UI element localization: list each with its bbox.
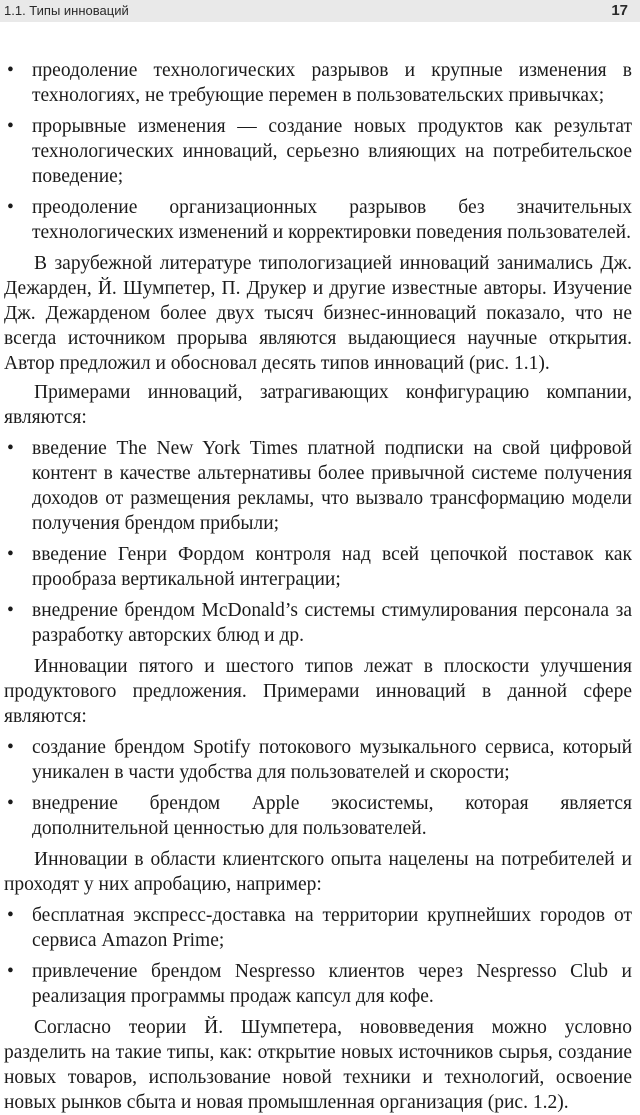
bullet-icon: •: [7, 737, 14, 758]
list-item: [4, 195, 632, 245]
bullet-icon: •: [7, 438, 14, 459]
page-body: [4, 58, 632, 1115]
bullet-icon: •: [7, 793, 14, 814]
innovation-types-list: [4, 58, 632, 245]
bullet-icon: •: [7, 961, 14, 982]
list-item-text: внедрение брендом McDonald’s системы стимулирования персонала за разработку авторских блюд и др.: [32, 600, 632, 646]
bullet-icon: •: [7, 60, 14, 81]
list-item-text: прорывные изменения — создание новых продуктов как результат технологических инноваций, серьезно влияющих на потребительское поведение;: [32, 116, 632, 187]
bullet-icon: •: [7, 600, 14, 621]
page-number: 17: [611, 2, 628, 19]
bullet-icon: •: [7, 905, 14, 926]
paragraph-customer-experience: Инновации в области клиентского опыта нацелены на потребителей и проходят у них апробацию, например:: [4, 849, 632, 895]
list-item-text: введение The New York Times платной подписки на свой цифровой контент в качестве альтернативы более привычной системе получения доходов от размещения рекламы, что вызвало трансформацию модели получения брендом прибыли;: [32, 438, 632, 534]
list-item: [4, 542, 632, 592]
list-item: [4, 903, 632, 953]
running-header: [0, 0, 640, 22]
list-item: [4, 791, 632, 841]
list-item: [4, 959, 632, 1009]
paragraph-configuration-intro: Примерами инноваций, затрагивающих конфигурацию компании, являются:: [4, 382, 632, 428]
list-item: [4, 58, 632, 108]
list-item: [4, 436, 632, 536]
list-item-text: бесплатная экспресс-доставка на территории крупнейших городов от сервиса Amazon Prime;: [32, 905, 632, 951]
list-item-text: введение Генри Фордом контроля над всей цепочкой поставок как прообраза вертикальной интеграции;: [32, 544, 632, 590]
list-item-text: привлечение брендом Nespresso клиентов через Nespresso Club и реализация программы продаж капсул для кофе.: [32, 961, 632, 1007]
list-item-text: внедрение брендом Apple экосистемы, которая является дополнительной ценностью для пользователей.: [32, 793, 632, 839]
list-item-text: преодоление технологических разрывов и крупные изменения в технологиях, не требующие перемен в пользовательских привычках;: [32, 60, 632, 106]
list-item: [4, 735, 632, 785]
bullet-icon: •: [7, 116, 14, 137]
paragraph-product-innovations: Инновации пятого и шестого типов лежат в плоскости улучшения продуктового предложения. Примерами инноваций в данной сфере являются:: [4, 656, 632, 727]
product-examples-list: [4, 735, 632, 841]
bullet-icon: •: [7, 197, 14, 218]
list-item: [4, 598, 632, 648]
list-item: [4, 114, 632, 189]
customer-experience-examples-list: [4, 903, 632, 1009]
paragraph-foreign-literature: В зарубежной литературе типологизацией инноваций занимались Дж. Дежарден, Й. Шумпетер, П. Друкер и другие известные авторы. Изучение Дж. Дежарденом более двух тысяч бизнес-инноваций показало, что не всегда источником прорыва являются выдающиеся научные открытия. Автор предложил и обосновал десять типов инноваций (рис. 1.1).: [4, 253, 632, 374]
list-item-text: преодоление организационных разрывов без значительных технологических изменений и корректировки поведения пользователей.: [32, 197, 632, 243]
paragraph-schumpeter: Согласно теории Й. Шумпетера, нововведения можно условно разделить на такие типы, как: открытие новых источников сырья, создание новых товаров, использование новой техники и технологий, освоение новых рынков сбыта и новая промышленная организация (рис. 1.2).: [4, 1017, 632, 1113]
list-item-text: создание брендом Spotify потокового музыкального сервиса, который уникален в части удобства для пользователей и скорости;: [32, 737, 632, 783]
section-title: 1.1. Типы инноваций: [4, 3, 129, 18]
bullet-icon: •: [7, 544, 14, 565]
configuration-examples-list: [4, 436, 632, 648]
